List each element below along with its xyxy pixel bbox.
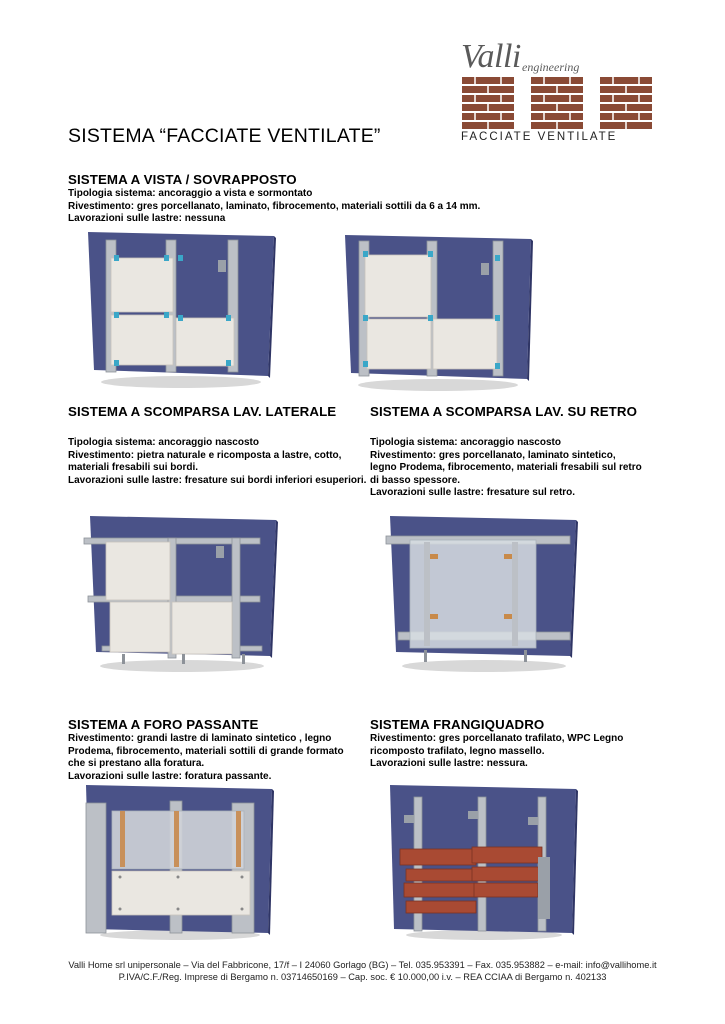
section-text-frangiquadro [370, 733, 623, 771]
footer [0, 959, 725, 983]
logo-bricks-icon [462, 77, 654, 129]
section-text-retro [370, 437, 642, 500]
text-line: legno Prodema, fibrocemento, materiali fresabili sul retro [370, 462, 642, 474]
text-line: Rivestimento: pietra naturale e ricomposta a lastre, cotto, [68, 449, 342, 461]
text-line: Tipologia sistema: ancoraggio a vista e sormontato [68, 188, 313, 199]
text-line: Tipologia sistema: ancoraggio nascosto [68, 437, 259, 448]
text-line: Tipologia sistema: ancoraggio nascosto [370, 437, 561, 448]
frangiquadro-figure [386, 783, 582, 943]
text-line: Rivestimento: gres porcellanato, laminato, fibrocemento, materiali sottili da 6 a 14 mm. [68, 200, 481, 212]
section-heading-foro: SISTEMA A FORO PASSANTE [68, 717, 259, 732]
retro-figure [384, 514, 584, 674]
text-line: Lavorazioni sulle lastre: nessura. [370, 758, 528, 770]
text-line: Rivestimento: gres porcellanato, laminato sintetico, [370, 449, 616, 461]
text-line: Lavorazioni sulle lastre: foratura passante. [68, 770, 272, 782]
text-line: Prodema, fibrocemento, materiali sottili di grande formato [68, 745, 344, 757]
section-heading-frangiquadro: SISTEMA FRANGIQUADRO [370, 717, 545, 732]
text-line: ricomposto trafilato, legno massello. [370, 745, 545, 757]
section-heading-laterale: SISTEMA A SCOMPARSA LAV. LATERALE [68, 404, 337, 419]
section-heading-retro: SISTEMA A SCOMPARSA LAV. SU RETRO [370, 404, 638, 419]
text-line: Lavorazioni sulle lastre: nessuna [68, 213, 226, 225]
document-title: SISTEMA “FACCIATE VENTILATE” [68, 125, 381, 147]
logo-brand: Valli [461, 38, 521, 75]
foro-figure [82, 783, 280, 943]
vista-figure-side [343, 233, 533, 393]
logo-sub: engineering [522, 60, 580, 74]
text-line: Rivestimento: grandi lastre di laminato sintetico , legno [68, 733, 332, 744]
vista-figure-front [86, 230, 276, 390]
text-line: materiali fresabili sui bordi. [68, 462, 199, 474]
section-text-vista [68, 188, 480, 226]
laterale-figure [82, 514, 282, 674]
text-line: Lavorazioni sulle lastre: fresature sui bordi inferiori esuperiori. [68, 474, 367, 486]
footer-line-2: P.IVA/C.F./Reg. Imprese di Bergamo n. 03714650169 – Cap. soc. € 10.000,00 i.v. – REA CCIAA di Bergamo n. 402133 [118, 972, 607, 982]
text-line: Rivestimento: gres porcellanato trafilato, WPC Legno [370, 733, 624, 744]
section-text-foro [68, 733, 344, 783]
text-line: di basso spessore. [370, 474, 461, 486]
text-line: che si prestano alla foratura. [68, 758, 205, 770]
section-text-laterale [68, 437, 366, 487]
section-heading-vista: SISTEMA A VISTA / SOVRAPPOSTO [68, 172, 297, 187]
footer-line-1: Valli Home srl unipersonale – Via del Fabbricone, 17/f – I 24060 Gorlago (BG) – Tel. 035.953391 – Fax. 035.953882 – e-mail: info@vallihome.it [68, 960, 657, 970]
logo-caption: FACCIATE VENTILATE [461, 131, 618, 143]
text-line: Lavorazioni sulle lastre: fresature sul retro. [370, 487, 576, 499]
